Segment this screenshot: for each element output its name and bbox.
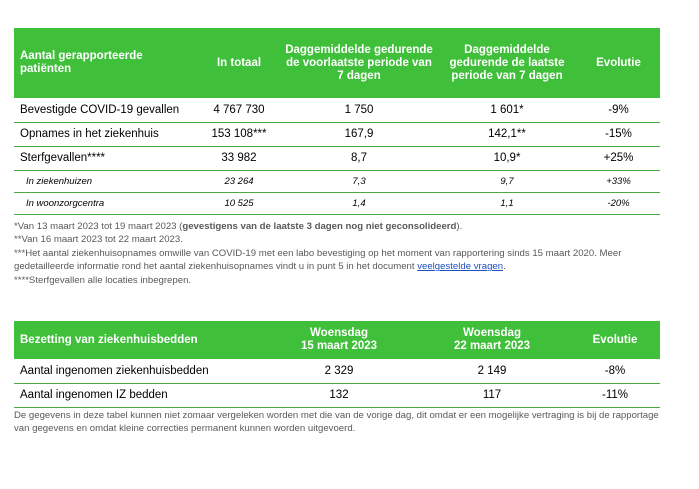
table-row bbox=[14, 98, 660, 122]
header-date-1-date: 15 maart 2023 bbox=[300, 340, 378, 352]
header-last-period: Daggemiddelde gedurende de laatste periode van 7 dagen bbox=[437, 28, 577, 98]
row-label: Bevestigde COVID-19 gevallen bbox=[14, 98, 197, 122]
cell-evolution: -20% bbox=[577, 192, 660, 214]
cell-evolution: -9% bbox=[577, 98, 660, 122]
row-label: Opnames in het ziekenhuis bbox=[14, 122, 197, 146]
header-evolution: Evolutie bbox=[570, 321, 660, 359]
header-previous-period: Daggemiddelde gedurende de voorlaatste periode van 7 dagen bbox=[281, 28, 437, 98]
table-row bbox=[14, 359, 660, 383]
cell-total: 33 982 bbox=[197, 146, 281, 170]
cell-evolution: -15% bbox=[577, 122, 660, 146]
table-row bbox=[14, 122, 660, 146]
cell-previous: 1 750 bbox=[281, 98, 437, 122]
row-label: Aantal ingenomen ziekenhuisbedden bbox=[14, 359, 264, 383]
cell-date-2: 117 bbox=[414, 383, 570, 407]
header-date-1 bbox=[264, 321, 414, 359]
header-date-2-date: 22 maart 2023 bbox=[453, 340, 531, 352]
footnote-3 bbox=[14, 247, 664, 274]
table-row-sub bbox=[14, 170, 660, 192]
cell-last: 142,1** bbox=[437, 122, 577, 146]
row-label: In woonzorgcentra bbox=[14, 192, 197, 214]
row-label: In ziekenhuizen bbox=[14, 170, 197, 192]
beds-footnote bbox=[14, 409, 664, 436]
cell-previous: 7,3 bbox=[281, 170, 437, 192]
row-label: Sterfgevallen**** bbox=[14, 146, 197, 170]
cell-total: 10 525 bbox=[197, 192, 281, 214]
cell-date-1: 132 bbox=[264, 383, 414, 407]
header-bed-occupancy: Bezetting van ziekenhuisbedden bbox=[14, 321, 264, 359]
cell-last: 10,9* bbox=[437, 146, 577, 170]
cell-total: 4 767 730 bbox=[197, 98, 281, 122]
table-row bbox=[14, 146, 660, 170]
cell-previous: 8,7 bbox=[281, 146, 437, 170]
header-total: In totaal bbox=[197, 28, 281, 98]
cell-total: 153 108*** bbox=[197, 122, 281, 146]
patients-footnotes bbox=[14, 220, 664, 287]
patients-table-header bbox=[14, 28, 660, 98]
table-row bbox=[14, 383, 660, 407]
cell-last: 1 601* bbox=[437, 98, 577, 122]
cell-last: 9,7 bbox=[437, 170, 577, 192]
hospital-beds-table bbox=[14, 321, 660, 408]
footnote-1 bbox=[14, 220, 664, 233]
row-label: Aantal ingenomen IZ bedden bbox=[14, 383, 264, 407]
beds-table-header bbox=[14, 321, 660, 359]
header-reported-patients: Aantal gerapporteerde patiënten bbox=[14, 28, 197, 98]
cell-previous: 167,9 bbox=[281, 122, 437, 146]
cell-date-1: 2 329 bbox=[264, 359, 414, 383]
table-row-sub bbox=[14, 192, 660, 214]
patients-table bbox=[14, 28, 660, 215]
footnote-1-text: *Van 13 maart 2023 tot 19 maart 2023 ( bbox=[14, 221, 183, 232]
cell-evolution: +33% bbox=[577, 170, 660, 192]
cell-evolution: +25% bbox=[577, 146, 660, 170]
cell-previous: 1,4 bbox=[281, 192, 437, 214]
header-date-1-day: Woensdag bbox=[310, 327, 368, 339]
footnote-1-end: ). bbox=[456, 221, 463, 232]
cell-evolution: -8% bbox=[570, 359, 660, 383]
cell-date-2: 2 149 bbox=[414, 359, 570, 383]
faq-link[interactable]: veelgestelde vragen bbox=[417, 261, 504, 273]
header-date-2-day: Woensdag bbox=[463, 327, 521, 339]
cell-evolution: -11% bbox=[570, 383, 660, 407]
cell-last: 1,1 bbox=[437, 192, 577, 214]
footnote-2: **Van 16 maart 2023 tot 22 maart 2023. bbox=[14, 234, 183, 246]
footnote-1-bold: gevestigens van de laatste 3 dagen nog niet geconsolideerd bbox=[182, 221, 457, 232]
footer-note: De gegevens in deze tabel kunnen niet zomaar vergeleken worden met die van de vorige dag, dit omdat er een mogelijke vertraging is bij de rapportage van gegevens en omdat kleine correcties permanent kunnen worden uitgevoerd. bbox=[14, 410, 659, 435]
footnote-4: ****Sterfgevallen alle locaties inbegrepen. bbox=[14, 274, 192, 286]
footnote-3-end: . bbox=[503, 261, 506, 273]
footnote-3-text: ***Het aantal ziekenhuisopnames omwille van COVID-19 met een labo bevestiging op het moment van rapportering sinds 15 maart 2020. Meer gedetailleerde informatie rond het aantal ziekenhuisopnames vindt u in punt 5 in het document bbox=[14, 247, 622, 273]
cell-total: 23 264 bbox=[197, 170, 281, 192]
header-date-2 bbox=[414, 321, 570, 359]
header-evolution: Evolutie bbox=[577, 28, 660, 98]
